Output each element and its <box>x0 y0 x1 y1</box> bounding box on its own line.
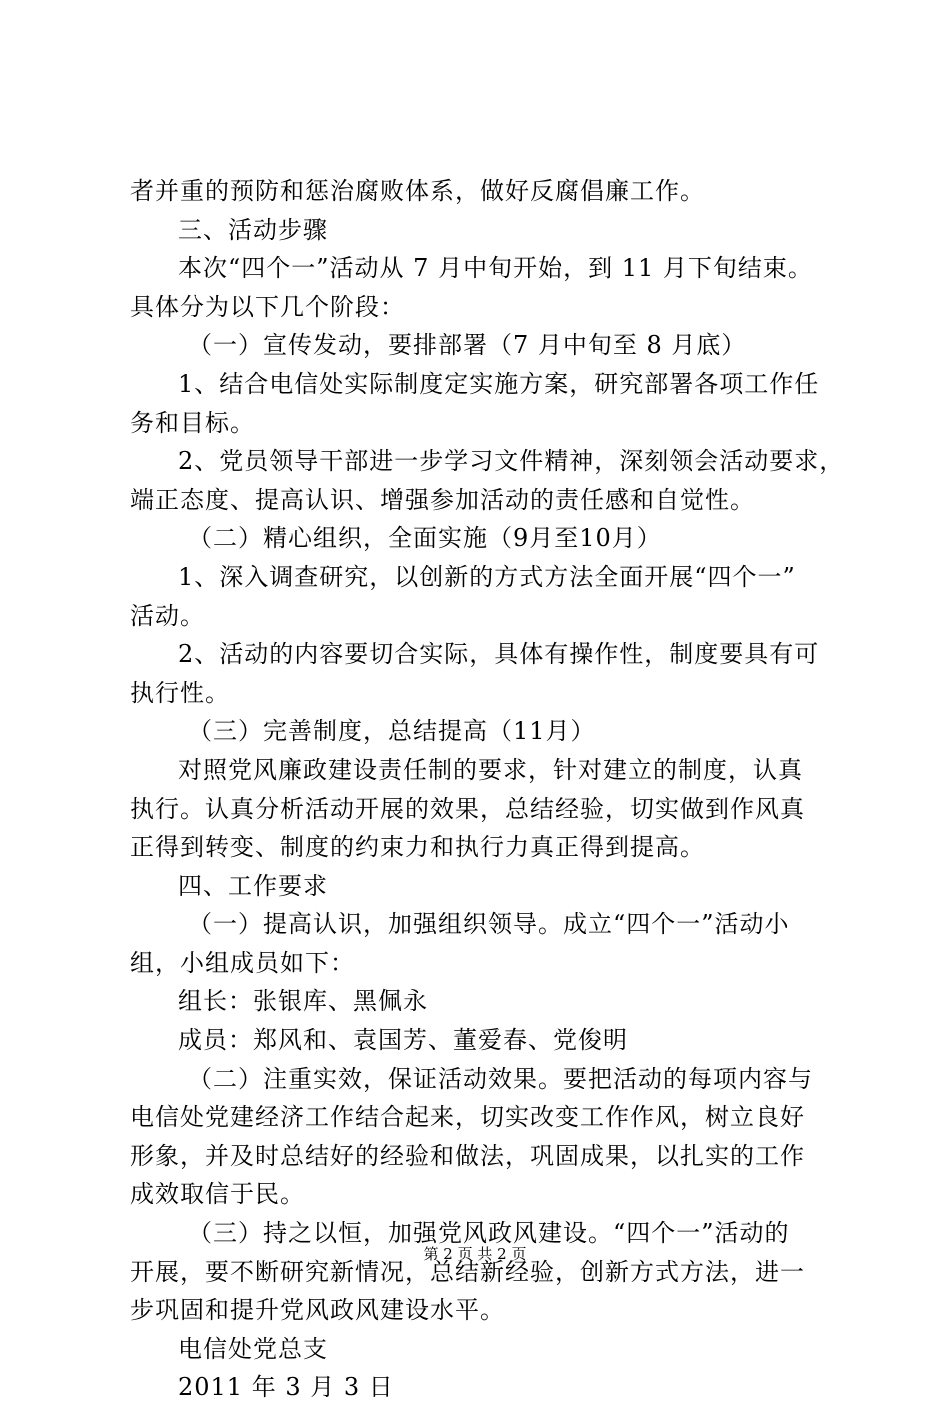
paragraph-line: 2、党员领导干部进一步学习文件精神，深刻领会活动要求， <box>178 447 845 476</box>
paragraph-line: 执行。认真分析活动开展的效果，总结经验，切实做到作风真 <box>130 794 805 823</box>
document-body <box>130 172 845 1407</box>
paragraph-line: 本次“四个一”活动从 7 月中旬开始，到 11 月下旬结束。 <box>178 254 813 283</box>
paragraph-line: （二）注重实效，保证活动效果。要把活动的每项内容与 <box>188 1064 813 1093</box>
paragraph-line: 对照党风廉政建设责任制的要求，针对建立的制度，认真 <box>178 755 803 784</box>
paragraph-line: 组长：张银库、黑佩永 <box>178 987 428 1016</box>
subsection-heading: （三）完善制度，总结提高（11月） <box>188 717 596 746</box>
paragraph-line: （三）持之以恒，加强党风政风建设。“四个一”活动的 <box>188 1219 790 1248</box>
paragraph-line: 开展，要不断研究新情况，总结新经验，创新方式方法，进一 <box>130 1257 805 1286</box>
paragraph-line: 务和目标。 <box>130 408 255 437</box>
paragraph-line: 成员：郑风和、袁国芳、董爱春、党俊明 <box>178 1026 628 1055</box>
paragraph-line: 者并重的预防和惩治腐败体系，做好反腐倡廉工作。 <box>130 177 705 205</box>
section-heading: 三、活动步骤 <box>178 215 328 244</box>
paragraph-line: 端正态度、提高认识、增强参加活动的责任感和自觉性。 <box>130 485 755 514</box>
page-number-footer: 第 2 页 共 2 页 <box>423 1245 527 1263</box>
paragraph-line: 组，小组成员如下： <box>130 948 355 977</box>
paragraph-line: 1、结合电信处实际制度定实施方案，研究部署各项工作任 <box>178 369 820 398</box>
paragraph-line: （一）提高认识，加强组织领导。成立“四个一”活动小 <box>188 910 790 939</box>
section-heading: 四、工作要求 <box>178 871 328 900</box>
signature-organization: 电信处党总支 <box>178 1334 328 1363</box>
paragraph-line: 成效取信于民。 <box>130 1180 305 1209</box>
paragraph-line: 1、深入调查研究，以创新的方式方法全面开展“四个一” <box>178 562 796 591</box>
paragraph-line: 具体分为以下几个阶段： <box>130 292 405 321</box>
subsection-heading: （一）宣传发动，要排部署（7 月中旬至 8 月底） <box>188 331 747 360</box>
signature-date: 2011 年 3 月 3 日 <box>178 1373 394 1402</box>
subsection-heading: （二）精心组织，全面实施（9月至10月） <box>188 524 662 553</box>
paragraph-line: 活动。 <box>130 601 205 630</box>
paragraph-line: 2、活动的内容要切合实际，具体有操作性，制度要具有可 <box>178 640 820 669</box>
paragraph-line: 正得到转变、制度的约束力和执行力真正得到提高。 <box>130 833 705 862</box>
paragraph-line: 形象，并及时总结好的经验和做法，巩固成果，以扎实的工作 <box>130 1141 805 1170</box>
paragraph-line: 执行性。 <box>130 678 230 707</box>
paragraph-line: 电信处党建经济工作结合起来，切实改变工作作风，树立良好 <box>130 1103 805 1132</box>
paragraph-line: 步巩固和提升党风政风建设水平。 <box>130 1296 505 1325</box>
